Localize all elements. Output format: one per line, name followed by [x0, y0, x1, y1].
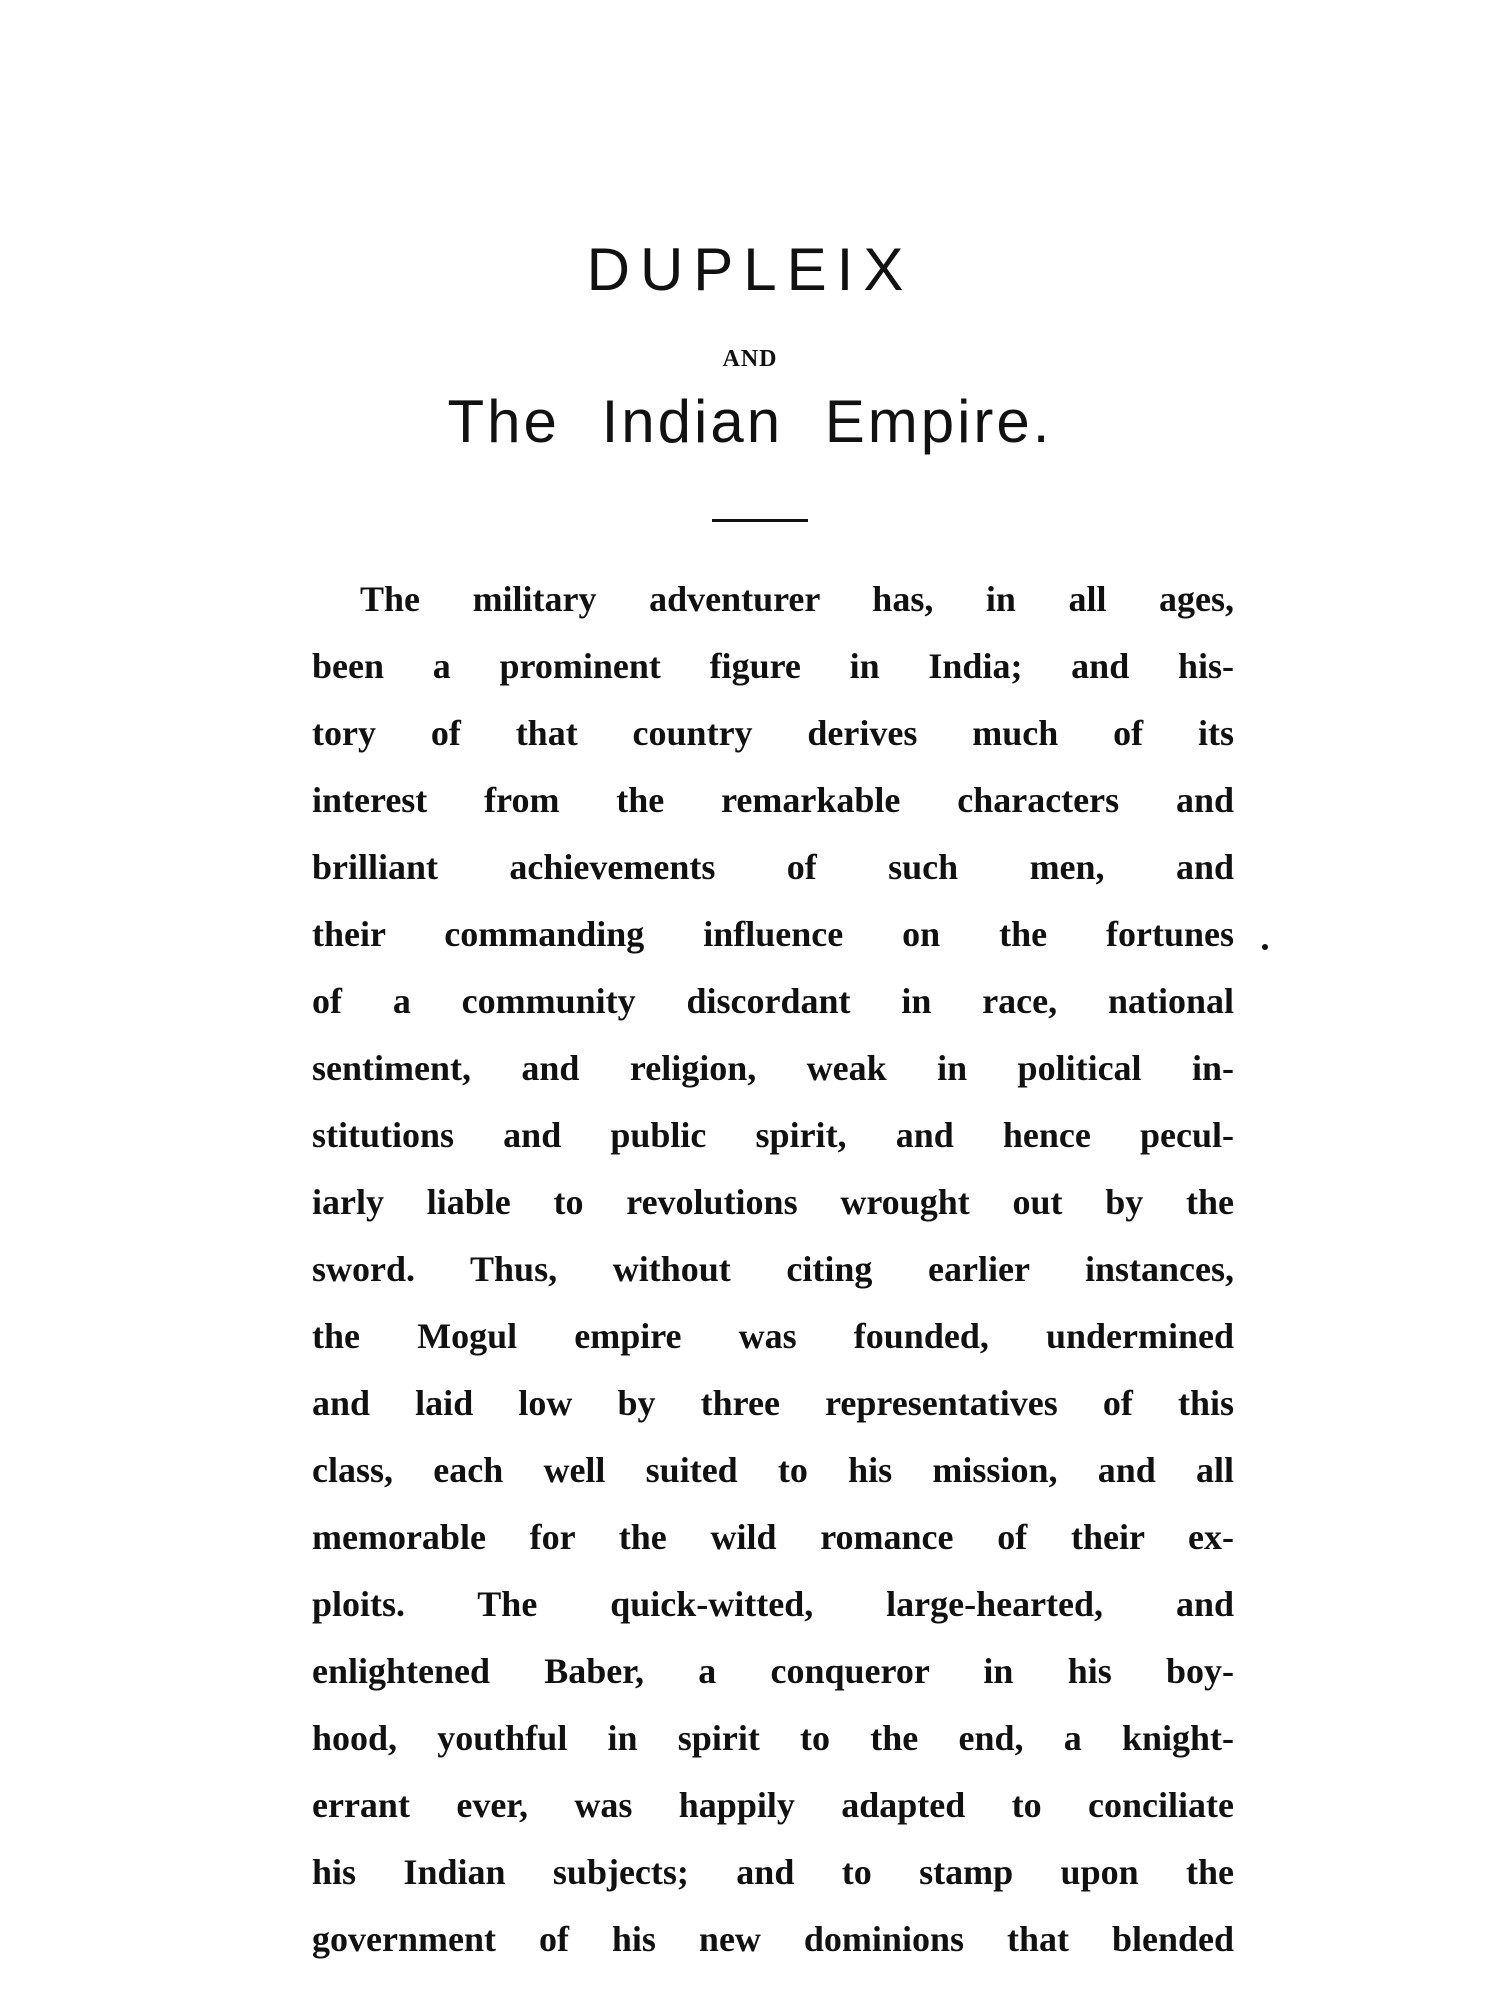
text-line: their commanding influence on the fortunes [312, 914, 1234, 954]
text-line: government of his new dominions that blended [312, 1919, 1234, 1959]
text-line: hood, youthful in spirit to the end, a knight- [312, 1718, 1234, 1758]
text-line: iarly liable to revolutions wrought out by the [312, 1182, 1234, 1222]
text-line: interest from the remarkable characters and [312, 780, 1234, 820]
text-line: his Indian subjects; and to stamp upon the [312, 1852, 1234, 1892]
text-line: sentiment, and religion, weak in political in- [312, 1048, 1234, 1088]
text-line: ploits. The quick-witted, large-hearted, and [312, 1584, 1234, 1624]
text-line: sword. Thus, without citing earlier instances, [312, 1249, 1234, 1289]
text-line: stitutions and public spirit, and hence pecul- [312, 1115, 1234, 1155]
chapter-subtitle: The Indian Empire. [447, 388, 1053, 455]
text-line: of a community discordant in race, national [312, 981, 1234, 1021]
text-line: The military adventurer has, in all ages, [360, 579, 1234, 619]
chapter-title: DUPLEIX [586, 236, 914, 303]
title-conjunction: AND [722, 346, 778, 372]
margin-ink-dot [1262, 944, 1268, 950]
body-paragraph [312, 566, 1234, 1973]
text-line: memorable for the wild romance of their ex- [312, 1517, 1234, 1557]
text-line: errant ever, was happily adapted to conciliate [312, 1785, 1234, 1825]
text-line: brilliant achievements of such men, and [312, 847, 1234, 887]
text-line: class, each well suited to his mission, and all [312, 1450, 1234, 1490]
title-divider [712, 519, 808, 522]
text-line: enlightened Baber, a conqueror in his boy- [312, 1651, 1234, 1691]
text-line: the Mogul empire was founded, undermined [312, 1316, 1234, 1356]
text-line: and laid low by three representatives of this [312, 1383, 1234, 1423]
text-line: been a prominent figure in India; and his- [312, 646, 1234, 686]
text-line: tory of that country derives much of its [312, 713, 1234, 753]
